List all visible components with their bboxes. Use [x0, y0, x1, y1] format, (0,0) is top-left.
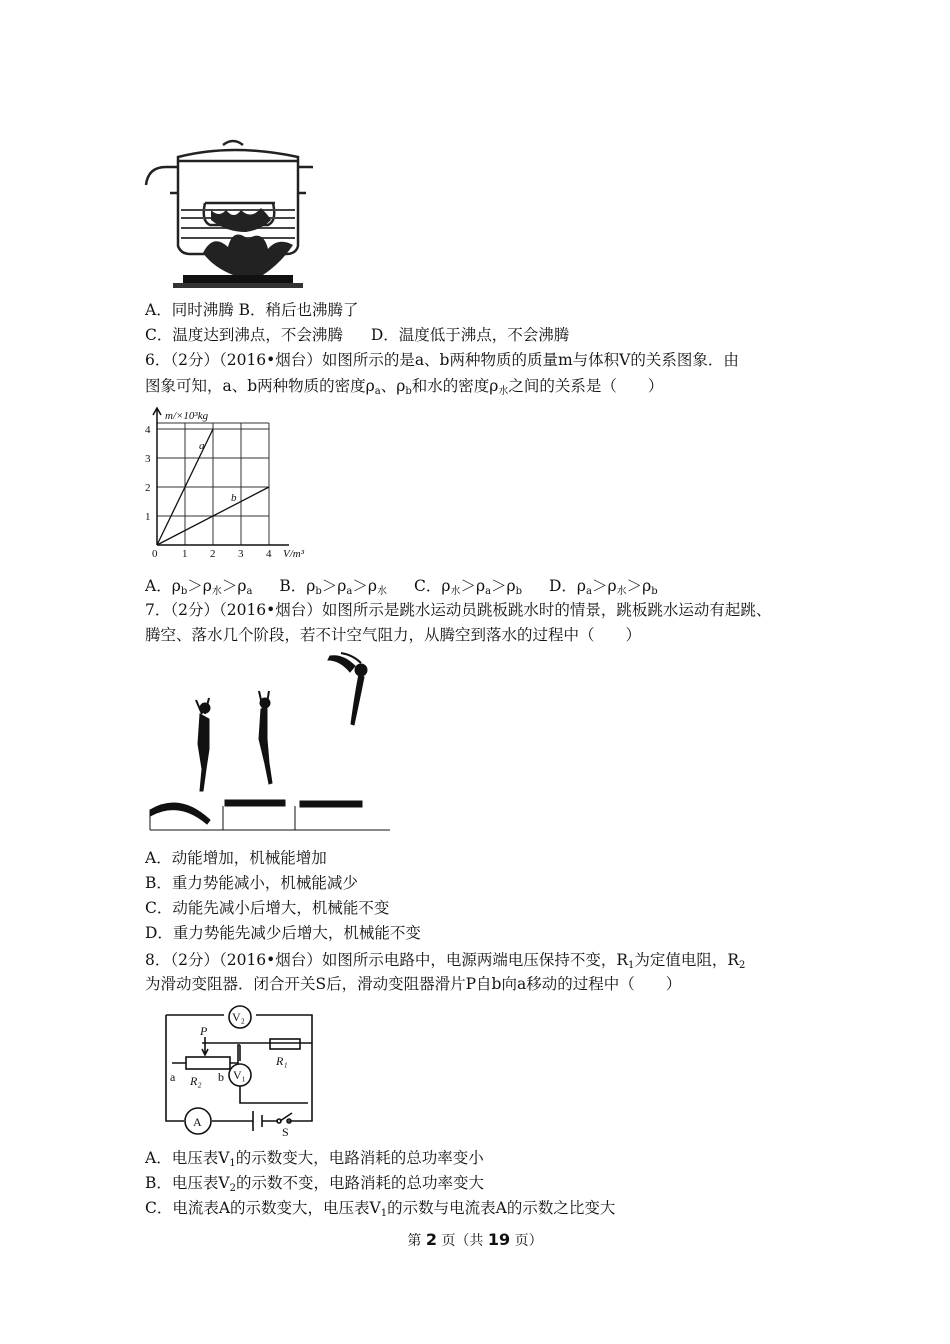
q7-stem-1: 7．（2分）（2016•烟台）如图所示是跳水运动员跳板跳水时的情景，跳板跳水运动有起跳、: [145, 601, 772, 619]
footer-post: 页）: [514, 1233, 543, 1249]
q8-option-c: C．电流表A的示数变大，电压表$V_1$的示数与电流表A的示数之比变大: [145, 1199, 616, 1219]
q8-opt-c-2: 的示数与电流表A的示数之比变大: [387, 1199, 616, 1217]
q7-option-a: A．动能增加，机械能增加: [145, 849, 327, 867]
q8-opt-a-1: A．电压表V: [145, 1149, 230, 1167]
r2-label: R₂: [190, 1074, 202, 1088]
q6-stem-1: 6．（2分）（2016•烟台）如图所示的是a、b两种物质的质量m与体积V的关系图象．由: [145, 351, 739, 369]
footer-total-pages: 19: [487, 1230, 511, 1249]
q6-stem-2-c: 之间的关系是（ ）: [508, 377, 664, 395]
q5-option-d: D．温度低于沸点，不会沸腾: [370, 326, 570, 344]
q6-opt-c-text: C．ρ: [413, 577, 451, 595]
switch-label: S: [282, 1125, 289, 1138]
q6-opt-b-text: B．ρ: [279, 577, 316, 595]
line-b-label: b: [231, 492, 237, 504]
q6-option-c: C．$\rho_水>\rho_a>\rho_b$: [413, 577, 523, 597]
mass-volume-graph: [143, 405, 323, 565]
q8-stem-1: 8．（2分）（2016•烟台）如图所示电路中，电源两端电压保持不变，$R_1$为定值电阻，$R_2$: [145, 951, 746, 971]
page-footer: [0, 1230, 950, 1250]
graph-ylabel: m/×10³kg: [165, 410, 209, 422]
q5-option-ab: A．同时沸腾 B．稍后也沸腾了: [145, 301, 359, 319]
q6-opt-d-text: D．ρ: [549, 577, 587, 595]
q8-option-a: A．电压表$V_1$的示数变大，电路消耗的总功率变小: [145, 1149, 484, 1169]
v1-meter: V₁: [233, 1068, 246, 1082]
q7-option-d: D．重力势能先减少后增大，机械能不变: [145, 924, 421, 942]
q7-option-c: C．动能先减小后增大，机械能不变: [145, 899, 390, 917]
y-tick-label: 4: [145, 424, 151, 436]
y-tick-label: 3: [145, 453, 151, 465]
y-tick-label: 2: [145, 482, 151, 494]
x-tick-label: 2: [210, 548, 216, 560]
slider-p-label: P: [200, 1024, 208, 1038]
q8-option-b: B．电压表$V_2$的示数不变，电路消耗的总功率变大: [145, 1174, 484, 1194]
y-tick-label: 1: [145, 511, 151, 523]
x-tick-label: 4: [266, 548, 272, 560]
r1-label: R₁: [276, 1054, 288, 1068]
graph-xlabel: V/m³: [283, 548, 305, 560]
q7-option-b: B．重力势能减小，机械能减少: [145, 874, 358, 892]
q6-stem-2-a: 图象可知，a、b两种物质的密度ρ: [145, 377, 375, 395]
q6-stem-2: 图象可知，a、b两种物质的密度$\rho_a$、$\rho_b$和水的密度$\rho_水$之间的关系是（ ）: [145, 377, 664, 397]
footer-pre: 第: [407, 1233, 422, 1249]
q6-option-a: A．$\rho_b>\rho_水>\rho_a$: [145, 577, 253, 597]
q5-option-cd: [145, 325, 569, 345]
terminal-a-label: a: [170, 1070, 176, 1084]
line-a-label: a: [199, 440, 205, 452]
q6-stem-2-b: 和水的密度ρ: [411, 377, 499, 395]
q6-option-b: B．$\rho_b>\rho_a>\rho_水$: [279, 577, 388, 597]
terminal-b-label: b: [218, 1070, 224, 1084]
graph-origin: 0: [152, 548, 158, 560]
q6-opt-a-text: A．ρ: [145, 577, 181, 595]
q8-opt-c-1: C．电流表A的示数变大，电压表V: [145, 1199, 381, 1217]
footer-mid: 页（共: [441, 1233, 484, 1249]
q8-opt-b-2: 的示数不变，电路消耗的总功率变大: [235, 1174, 484, 1192]
footer-page-number: 2: [425, 1230, 437, 1249]
v2-meter: V₂: [232, 1010, 245, 1024]
q6-option-d: D．$\rho_a>\rho_水>\rho_b$: [549, 577, 658, 597]
q5-option-c: C．温度达到沸点，不会沸腾: [145, 326, 343, 344]
circuit-diagram: [158, 1003, 328, 1138]
diving-figure: [145, 648, 395, 838]
x-tick-label: 3: [238, 548, 244, 560]
pot-figure: [143, 135, 313, 290]
q8-stem-1-b: 为定值电阻，R: [634, 951, 740, 969]
ammeter: A: [193, 1115, 202, 1129]
q8-opt-a-2: 的示数变大，电路消耗的总功率变小: [235, 1149, 484, 1167]
q8-stem-1-a: 8．（2分）（2016•烟台）如图所示电路中，电源两端电压保持不变，R: [145, 951, 628, 969]
q8-opt-b-1: B．电压表V: [145, 1174, 230, 1192]
x-tick-label: 1: [182, 548, 188, 560]
q8-stem-2: 为滑动变阻器．闭合开关S后，滑动变阻器滑片P自b向a移动的过程中（ ）: [145, 975, 682, 993]
q6-options: [145, 576, 658, 602]
q7-stem-2: 腾空、落水几个阶段，若不计空气阻力，从腾空到落水的过程中（ ）: [145, 626, 642, 644]
